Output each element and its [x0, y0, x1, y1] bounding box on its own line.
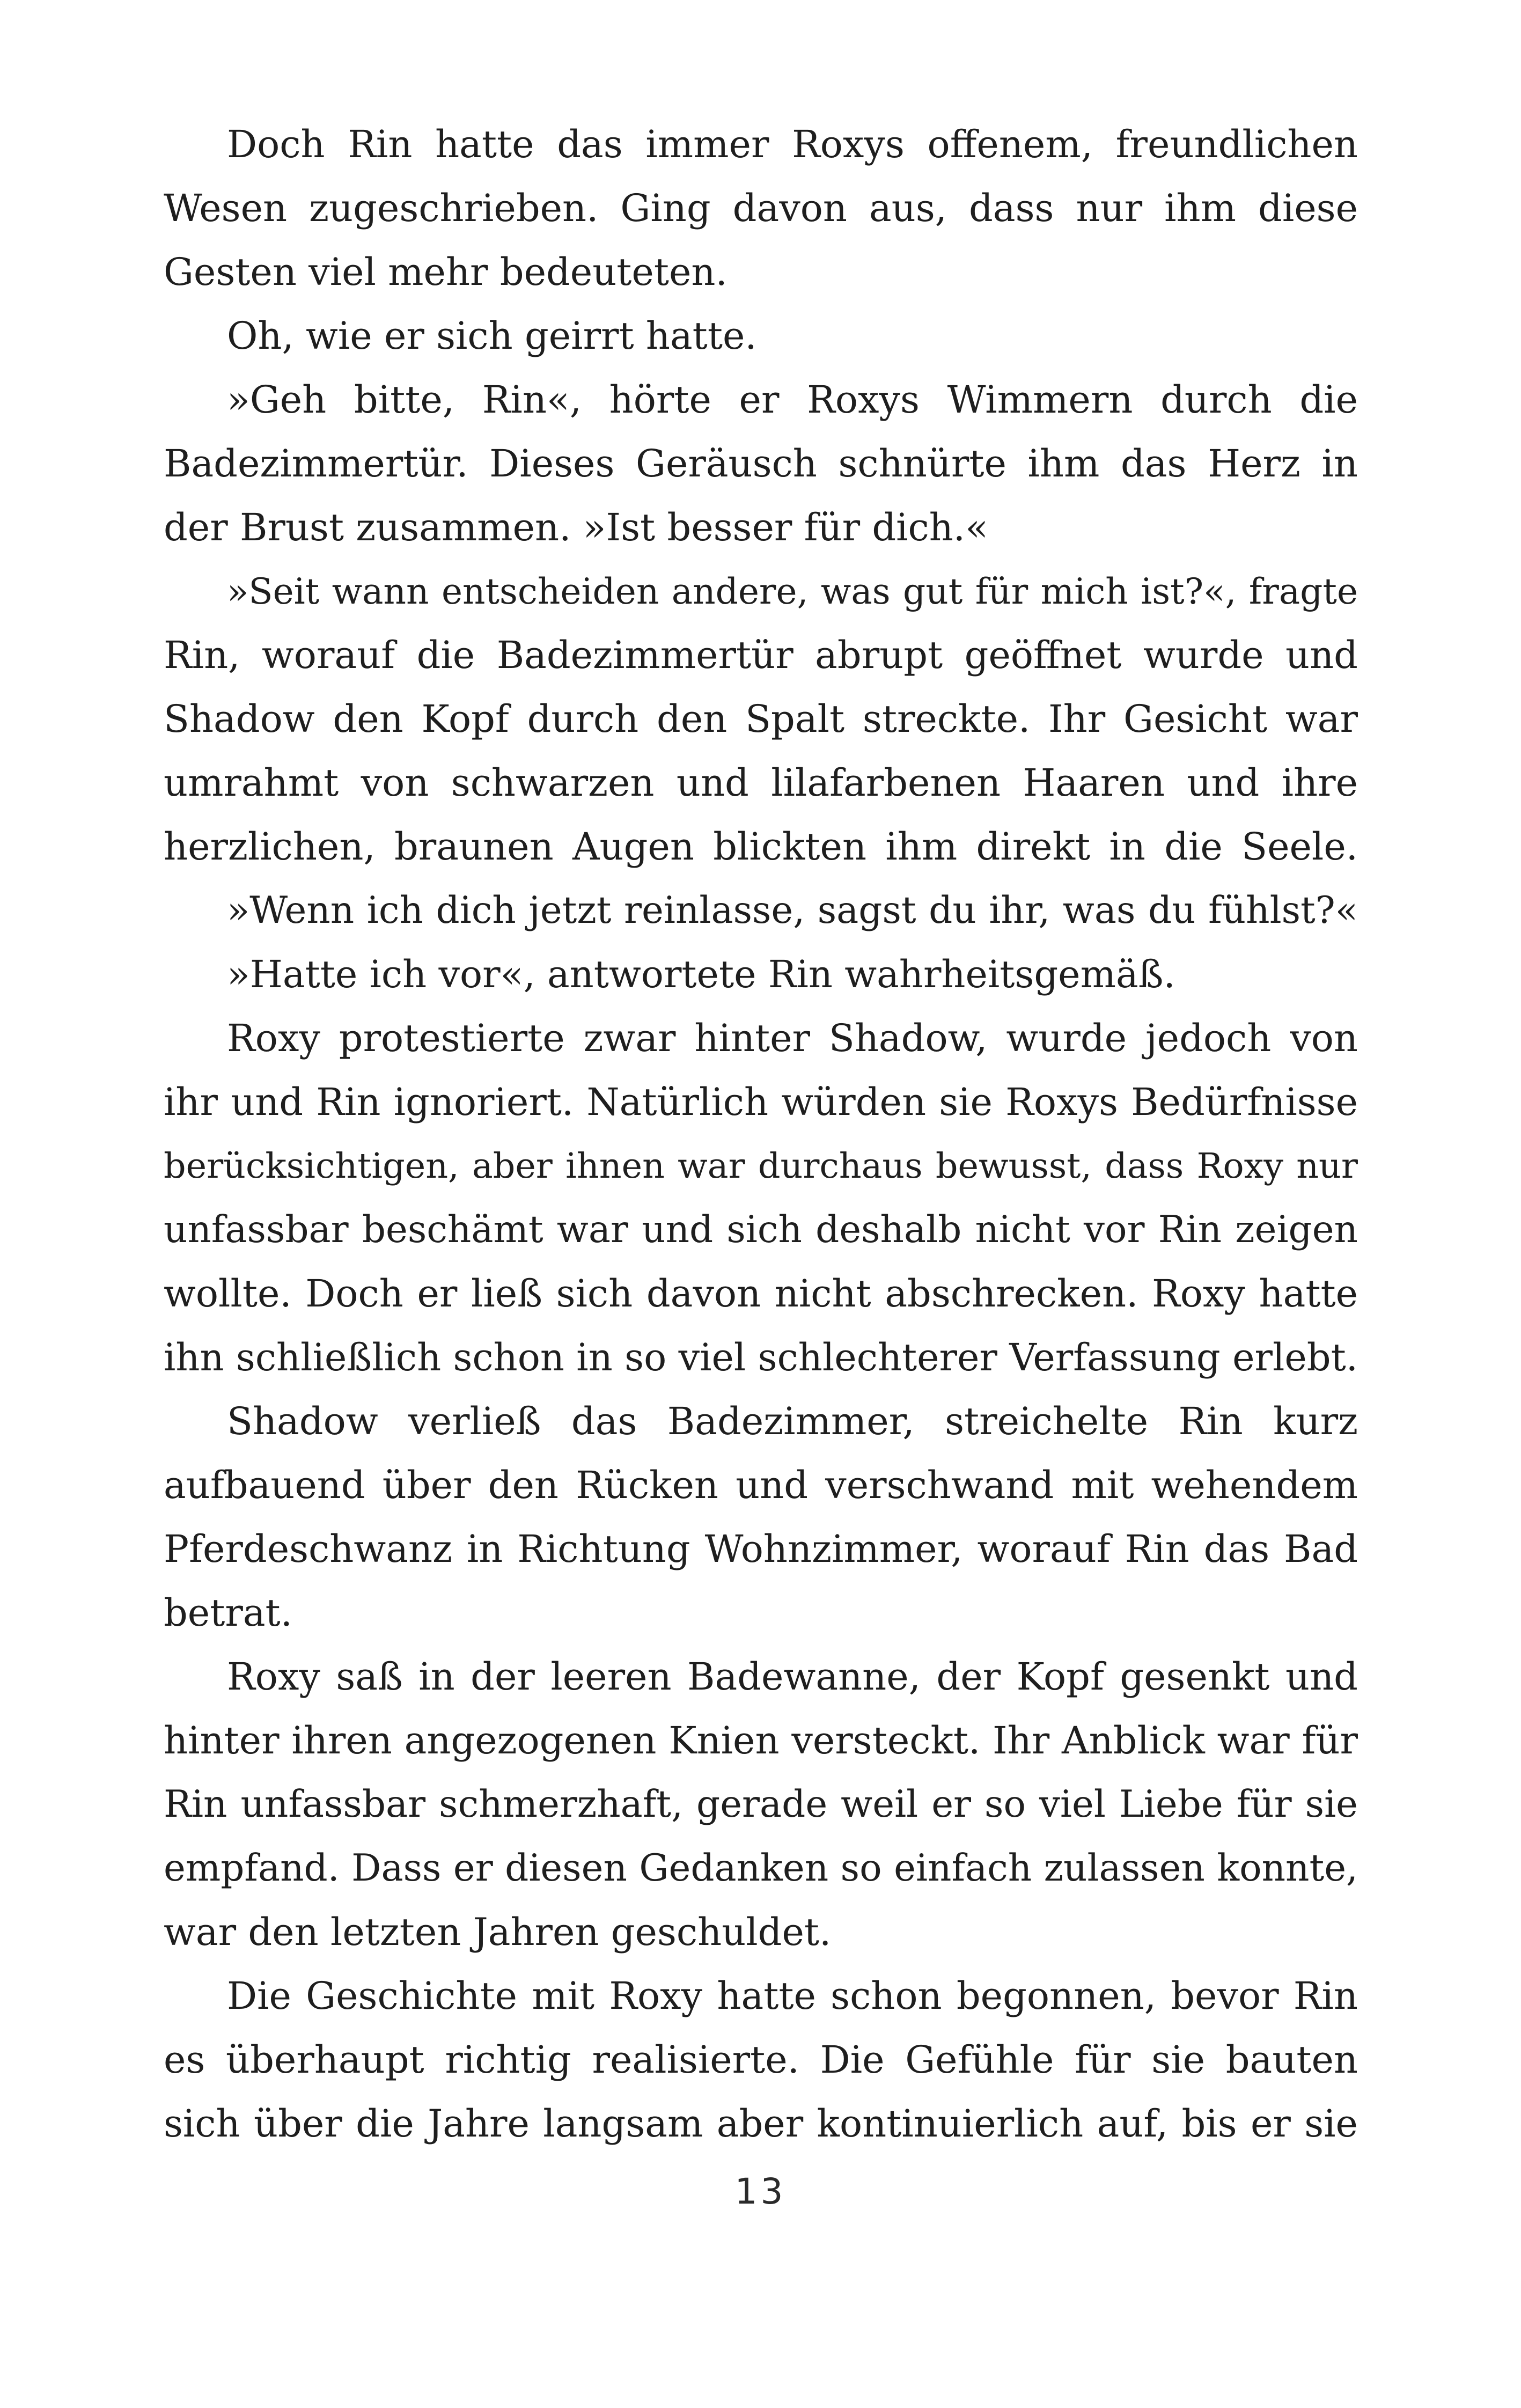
text-line: Shadow verließ das Badezimmer, streichelte Rin kurz [227, 1399, 1358, 1443]
text-line: Roxy saß in der leeren Badewanne, der Kopf gesenkt und [227, 1655, 1358, 1699]
text-line: umrahmt von schwarzen und lilafarbenen Haaren und ihre [164, 761, 1358, 805]
text-line: war den letzten Jahren geschuldet. [164, 1910, 832, 1954]
text-line: ihn schließlich schon in so viel schlechterer Verfassung erlebt. [164, 1335, 1358, 1379]
text-line: Shadow den Kopf durch den Spalt streckte. Ihr Gesicht war [164, 697, 1358, 741]
text-line: ihr und Rin ignoriert. Natürlich würden sie Roxys Bedürfnisse [164, 1080, 1358, 1124]
text-line: aufbauend über den Rücken und verschwand mit wehendem [164, 1463, 1358, 1507]
text-line: Rin unfassbar schmerzhaft, gerade weil er so viel Liebe für sie [164, 1783, 1358, 1826]
text-line: Gesten viel mehr bedeuteten. [164, 250, 728, 294]
text-line: »Geh bitte, Rin«, hörte er Roxys Wimmern durch die [227, 378, 1358, 422]
text-line: Rin, worauf die Badezimmertür abrupt geöffnet wurde und [164, 633, 1358, 677]
text-line: berücksichtigen, aber ihnen war durchaus bewusst, dass Roxy nur [164, 1146, 1358, 1186]
text-line: »Wenn ich dich jetzt reinlasse, sagst du ihr, was du fühlst?« [227, 889, 1358, 932]
text-line: Die Geschichte mit Roxy hatte schon begonnen, bevor Rin [227, 1974, 1358, 2018]
text-line: Pferdeschwanz in Richtung Wohnzimmer, worauf Rin das Bad [164, 1527, 1358, 1571]
text-line: es überhaupt richtig realisierte. Die Gefühle für sie bauten [164, 2038, 1358, 2082]
text-line: Roxy protestierte zwar hinter Shadow, wurde jedoch von [227, 1016, 1358, 1060]
text-line: der Brust zusammen. »Ist besser für dich.« [164, 505, 988, 549]
text-line: empfand. Dass er diesen Gedanken so einfach zulassen konnte, [164, 1847, 1358, 1890]
text-line: hinter ihren angezogenen Knien versteckt. Ihr Anblick war für [164, 1719, 1358, 1763]
text-line: Oh, wie er sich geirrt hatte. [227, 314, 757, 358]
page-number: 13 [734, 2171, 787, 2212]
text-line: herzlichen, braunen Augen blickten ihm direkt in die Seele. [164, 825, 1358, 869]
text-line: sich über die Jahre langsam aber kontinuierlich auf, bis er sie [164, 2102, 1358, 2146]
text-line: Wesen zugeschrieben. Ging davon aus, dass nur ihm diese [164, 186, 1358, 230]
text-line: »Seit wann entscheiden andere, was gut für mich ist?«, fragte [227, 571, 1358, 612]
text-line: Doch Rin hatte das immer Roxys offenem, freundlichen [227, 122, 1358, 166]
text-line: »Hatte ich vor«, antwortete Rin wahrheitsgemäß. [227, 952, 1175, 996]
body-text [164, 113, 1358, 2156]
text-line: unfassbar beschämt war und sich deshalb nicht vor Rin zeigen [164, 1208, 1358, 1251]
text-line: Badezimmertür. Dieses Geräusch schnürte ihm das Herz in [164, 442, 1358, 486]
text-line: betrat. [164, 1591, 292, 1635]
text-line: wollte. Doch er ließ sich davon nicht abschrecken. Roxy hatte [164, 1272, 1358, 1316]
